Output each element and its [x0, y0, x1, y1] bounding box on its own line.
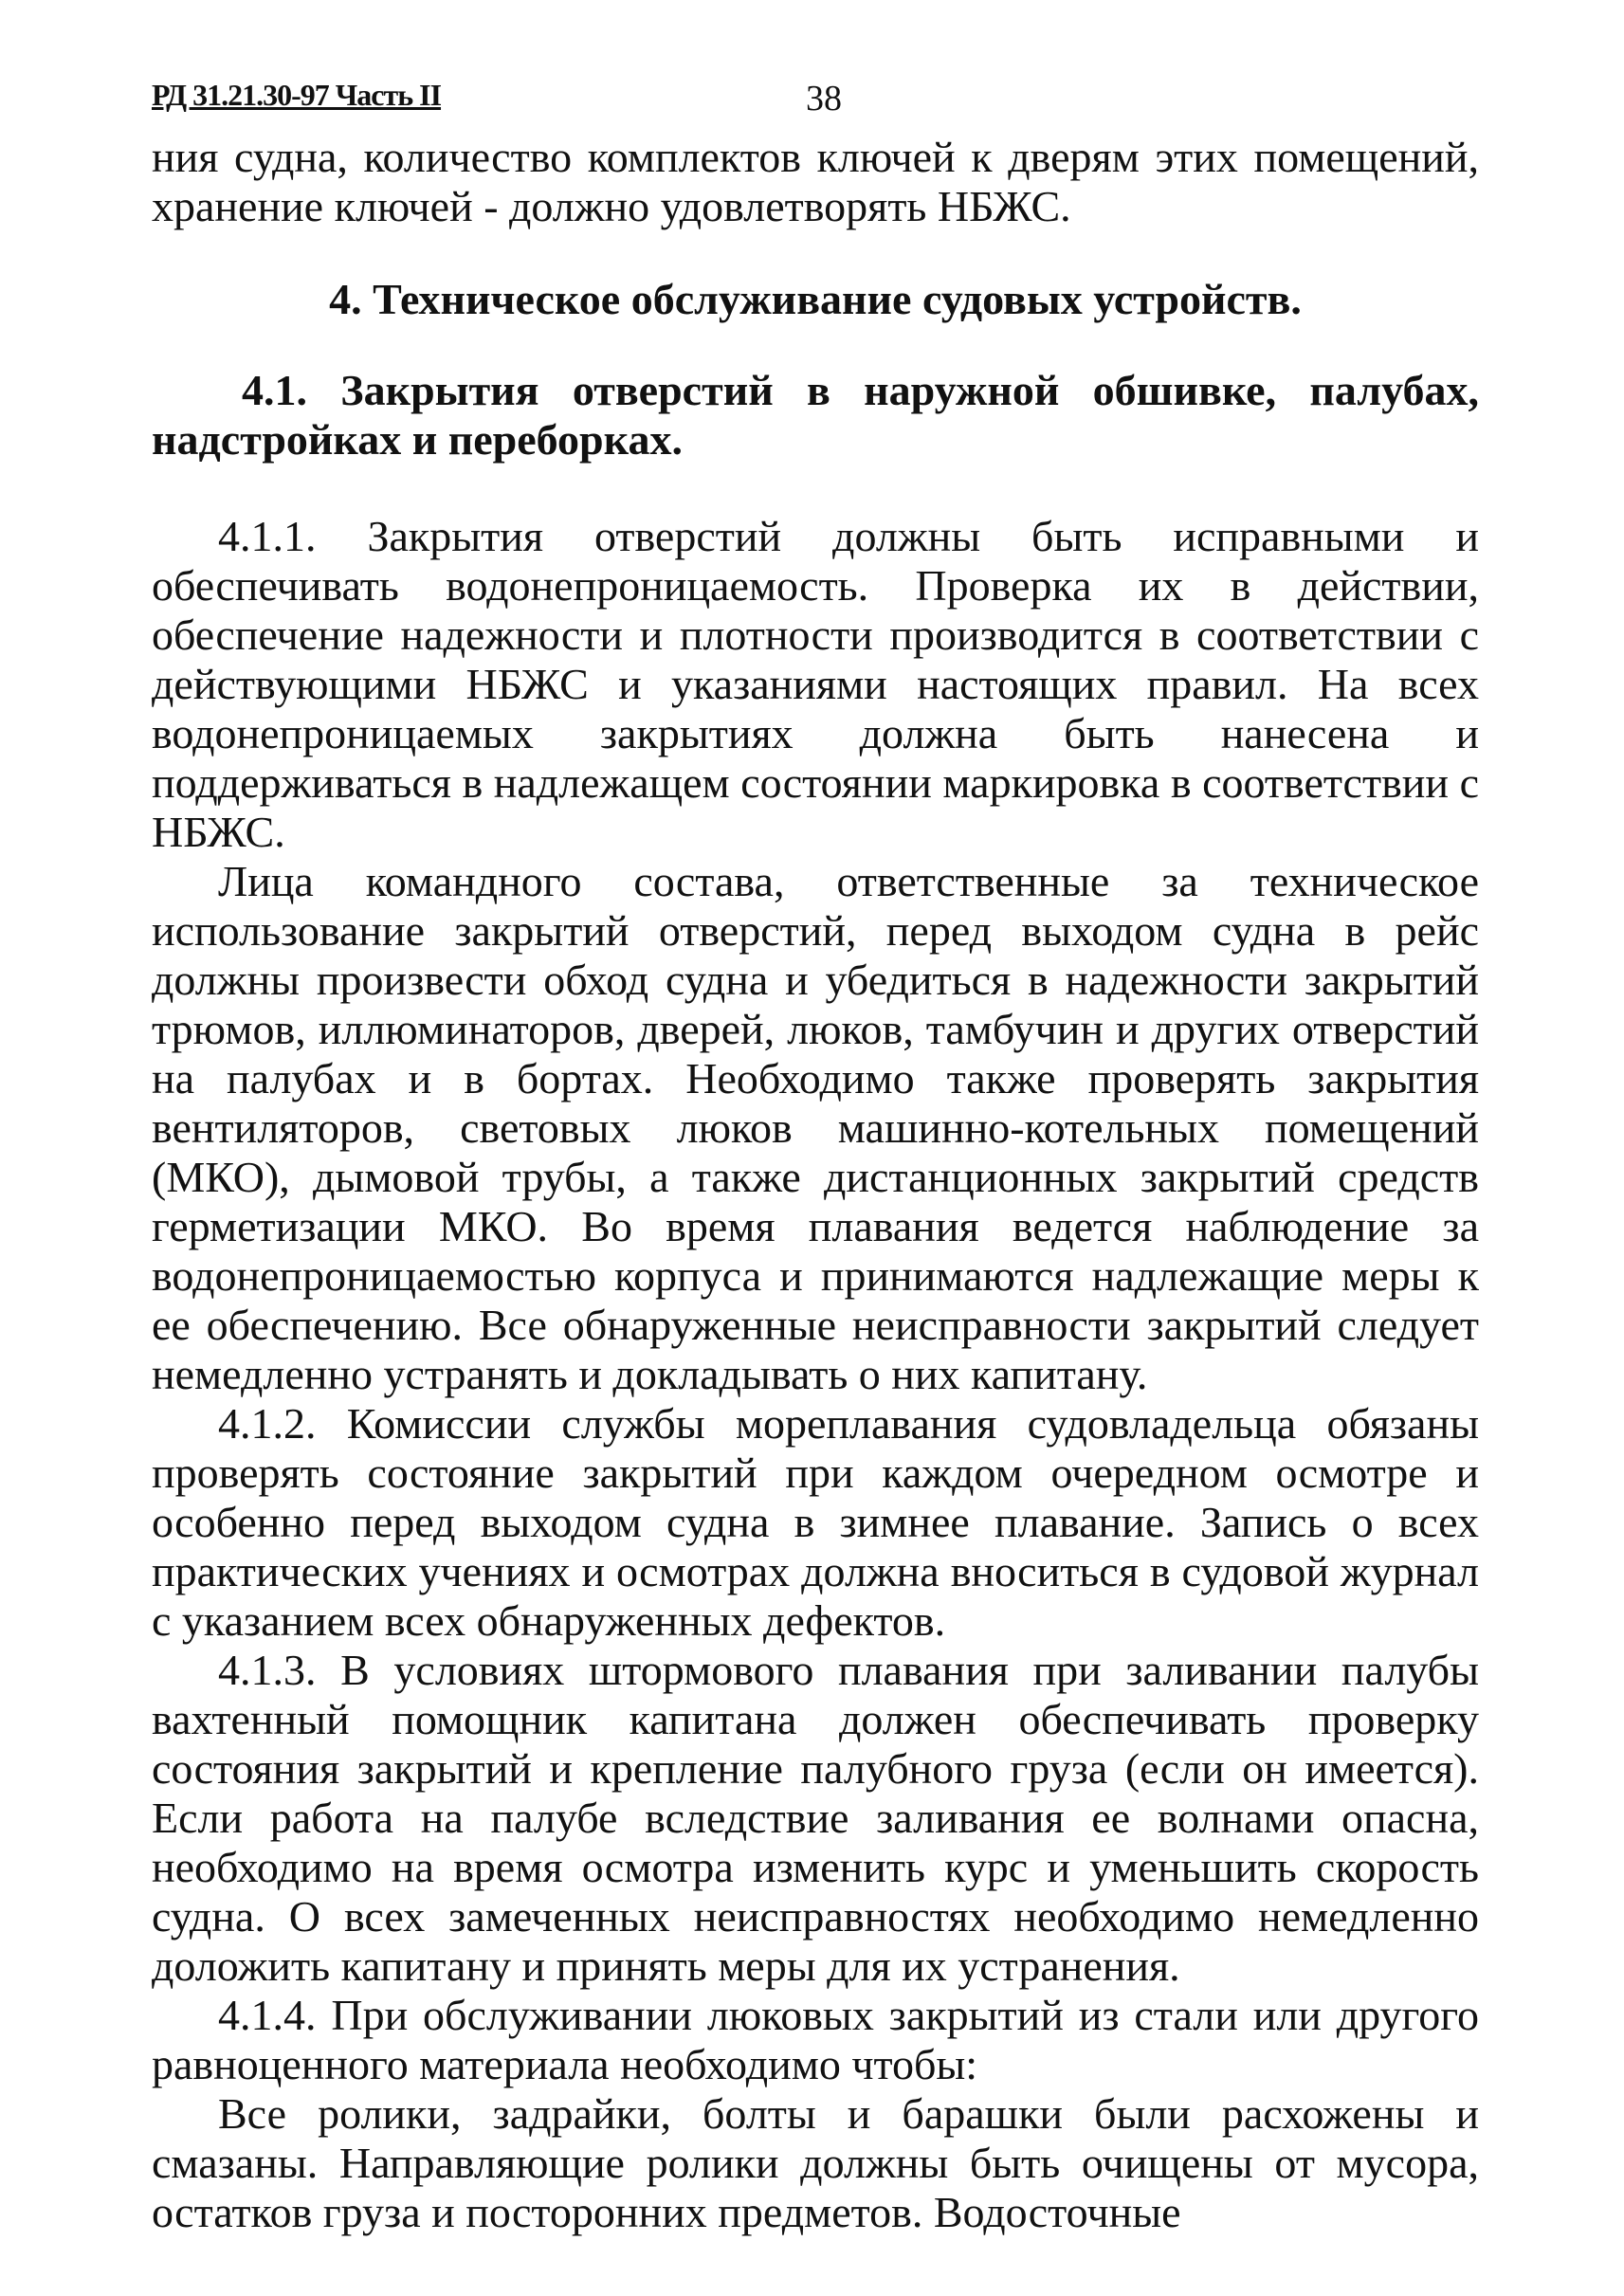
intro-paragraph: ния судна, количество комплектов ключей к дверям этих помещений, хранение ключей - должно удовлетворять НБЖС. — [152, 133, 1479, 230]
subsection-title: 4.1. Закрытия отверстий в наружной обшивке, палубах, надстройках и переборках. — [152, 366, 1479, 464]
paragraph-rollers: Все ролики, задрайки, болты и барашки были расхожены и смазаны. Направляющие ролики должны быть очищены от мусора, остатков груза и посторонних предметов. Водосточные — [152, 2089, 1479, 2236]
page-header — [152, 66, 1479, 133]
section-title: 4. Техническое обслуживание судовых устройств. — [329, 275, 1302, 323]
paragraph-command-staff: Лица командного состава, ответственные за техническое использование закрытий отверстий, перед выходом судна в рейс должны произвести обход судна и убедиться в надежности закрытий трюмов, иллюминаторов, дверей, люков, тамбучин и других отверстий на палубах и в бортах. Необходимо также проверять закрытия вентиляторов, световых люков машинно-котельных помещений (МКО), дымовой трубы, а также дистанционных закрытий средств герметизации МКО. Во время плавания ведется наблюдение за водонепроницаемостью корпуса и принимаются надлежащие меры к ее обеспечению. Все обнаруженные неисправности закрытий следует немедленно устранять и докладывать о них капитану. — [152, 857, 1479, 1398]
paragraph-4-1-2: 4.1.2. Комиссии службы мореплавания судовладельца обязаны проверять состояние закрытий при каждом очередном осмотре и особенно перед выходом судна в зимнее плавание. Запись о всех практических учениях и осмотрах должна вноситься в судовой журнал с указанием всех обнаруженных дефектов. — [152, 1399, 1479, 1645]
paragraph-4-1-3: 4.1.3. В условиях штормового плавания при заливании палубы вахтенный помощник капитана должен обеспечивать проверку состояния закрытий и крепление палубного груза (если он имеется). Если работа на палубе вследствие заливания ее волнами опасна, необходимо на время осмотра изменить курс и уменьшить скорость судна. О всех замеченных неисправностях необходимо немедленно доложить капитану и принять меры для их устранения. — [152, 1646, 1479, 1990]
paragraph-4-1-4: 4.1.4. При обслуживании люковых закрытий из стали или другого равноценного материала необходимо чтобы: — [152, 1991, 1479, 2088]
paragraph-4-1-1: 4.1.1. Закрытия отверстий должны быть исправными и обеспечивать водонепроницаемость. Проверка их в действии, обеспечение надежности и плотности производится в соответствии с действующими НБЖС и указаниями настоящих правил. На всех водонепроницаемых закрытиях должна быть нанесена и поддерживаться в надлежащем состоянии маркировка в соответствии с НБЖС. — [152, 512, 1479, 856]
page-number: 38 — [806, 79, 842, 118]
document-page — [152, 66, 1479, 2275]
document-code: РД 31.21.30-97 Часть II — [152, 78, 442, 112]
